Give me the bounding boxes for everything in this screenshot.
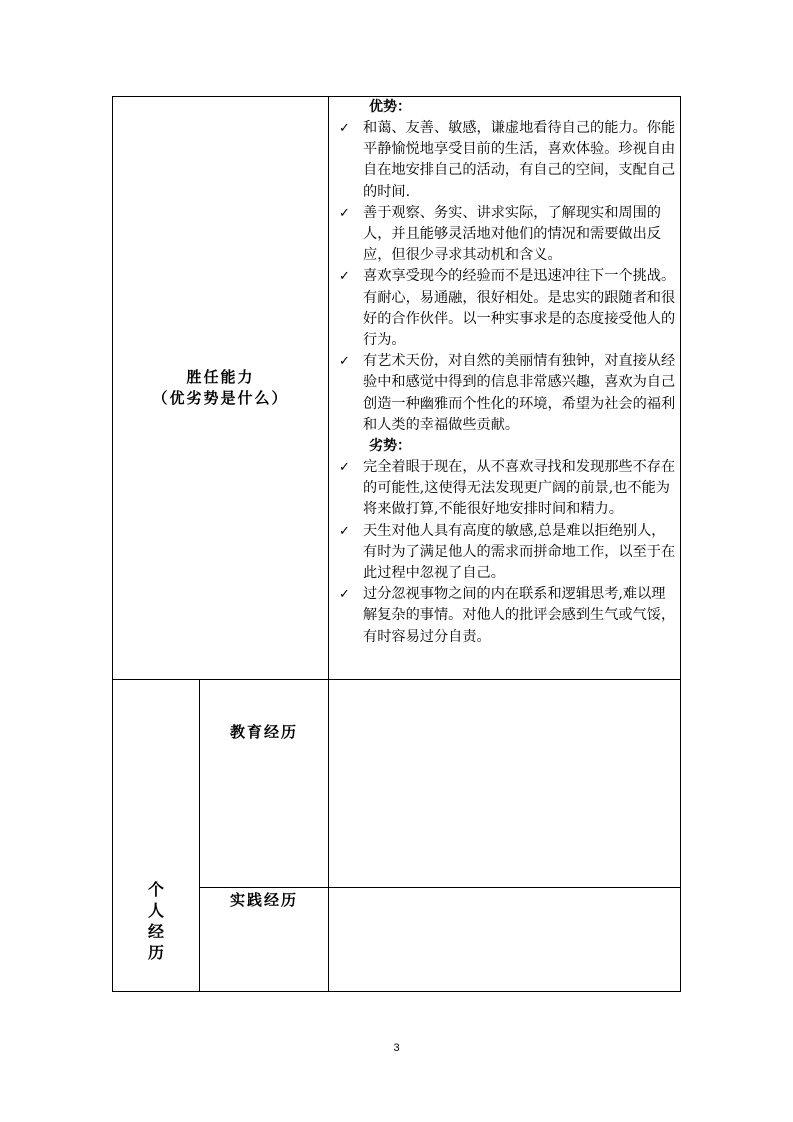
practice-label: 实践经历 — [229, 891, 298, 909]
weaknesses-list — [333, 457, 681, 648]
checkmark-icon: ✓ — [339, 587, 350, 603]
education-field[interactable] — [329, 680, 680, 887]
vertical-char: 人 — [147, 901, 164, 920]
checkmark-icon: ✓ — [339, 523, 350, 539]
list-item: ✓ 有艺术天份，对自然的美丽情有独钟，对直接从经验中和感觉中得到的信息非常感兴趣，喜欢为自己创造一种幽雅而个性化的环境，希望为社会的福利和人类的幸福做些贡献。 — [339, 353, 676, 433]
resume-table — [112, 96, 681, 992]
list-item: ✓ 和蔼、友善、敏感，谦虚地看待自己的能力。你能平静愉悦地享受目前的生活，喜欢体验。珍视自由自在地安排自己的活动，有自己的空间，支配自己的时间. — [339, 120, 676, 200]
checkmark-icon: ✓ — [339, 121, 350, 136]
competency-label-line2: （优劣势是什么） — [152, 389, 289, 407]
list-item: ✓ 完全着眼于现在，从不喜欢寻找和发现那些不存在的可能性,这使得无法发现更广阔的前景,也不能为将来做打算,不能很好地安排时间和精力。 — [339, 459, 676, 518]
education-label: 教育经历 — [229, 723, 298, 741]
checkmark-icon: ✓ — [339, 269, 350, 285]
strengths-heading: 优势： — [369, 99, 411, 115]
competency-content — [333, 97, 681, 648]
page-number: 3 — [393, 1042, 400, 1054]
list-item: ✓ 喜欢享受现今的经验而不是迅速冲往下一个挑战。有耐心，易通融，很好相处。是忠实的跟随者和很好的合作伙伴。以一种实事求是的态度接受他人的行为。 — [339, 268, 676, 349]
checkmark-icon: ✓ — [339, 354, 350, 370]
vertical-char: 历 — [147, 943, 164, 962]
weaknesses-heading: 劣势： — [369, 438, 411, 455]
list-item: ✓ 天生对他人具有高度的敏感,总是难以拒绝别人，有时为了满足他人的需求而拼命地工作，以至于在此过程中忽视了自己。 — [339, 522, 676, 582]
competency-label — [113, 367, 328, 409]
list-item: ✓ 过分忽视事物之间的内在联系和逻辑思考,难以理解复杂的事情。对他人的批评会感到生气或气馁，有时容易过分自责。 — [339, 586, 676, 645]
practice-field[interactable] — [329, 888, 680, 991]
checkmark-icon: ✓ — [339, 460, 350, 476]
list-item: ✓ 善于观察、务实、讲求实际，了解现实和周围的人，并且能够灵活地对他们的情况和需要做出反应，但很少寻求其动机和含义。 — [339, 204, 661, 264]
vertical-char: 经 — [147, 922, 164, 941]
strengths-list — [333, 118, 681, 436]
checkmark-icon: ✓ — [339, 205, 350, 221]
vertical-char: 个 — [147, 880, 164, 899]
competency-label-line1: 胜任能力 — [186, 368, 255, 386]
personal-experience-label — [113, 879, 199, 963]
